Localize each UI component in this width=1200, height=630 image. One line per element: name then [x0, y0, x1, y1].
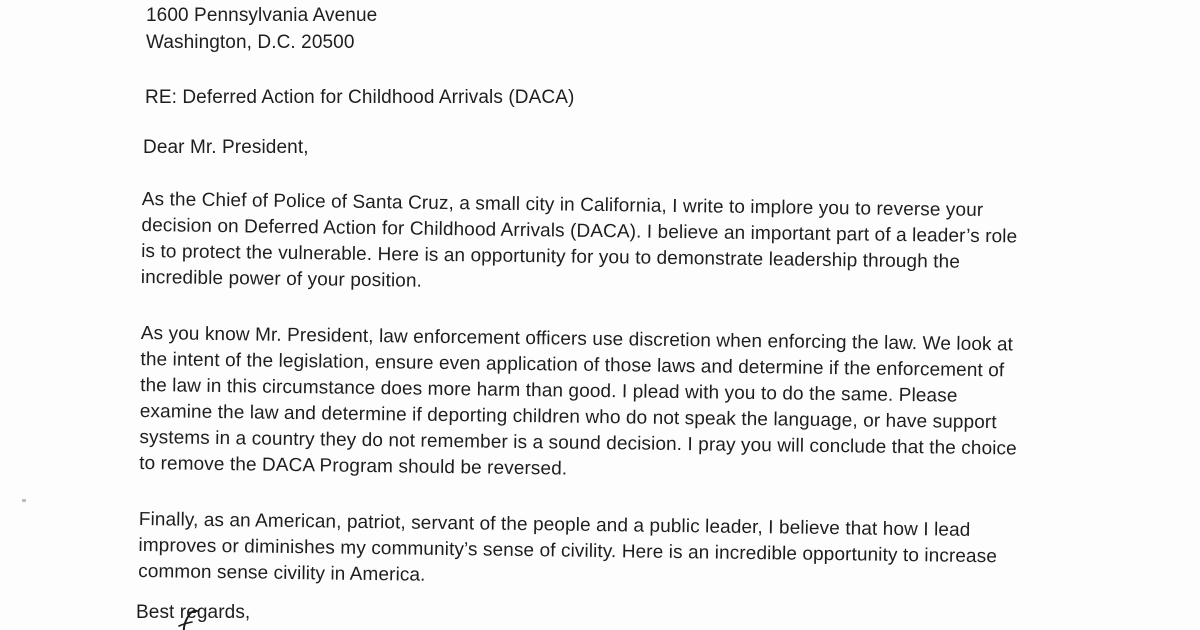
address-line-1: 1600 Pennsylvania Avenue	[146, 5, 378, 26]
paragraph-line: examine the law and determine if deporting children who do not speak the language, or have support	[139, 400, 997, 434]
paragraph-2	[139, 322, 1018, 489]
subject-line: RE: Deferred Action for Childhood Arrivals (DACA)	[145, 87, 575, 108]
paragraph-line: systems in a country they do not remember is a sound decision. I pray you will conclude that the choice	[139, 426, 1017, 460]
paragraph-line: Finally, as an American, patriot, servant of the people and a public leader, I believe that how I lead	[138, 508, 971, 541]
paragraph-line: incredible power of your position.	[140, 266, 423, 292]
paragraph-line: the intent of the legislation, ensure even application of those laws and determine if the enforcement of	[140, 348, 1005, 382]
paragraph-1	[141, 188, 1018, 303]
scan-speck	[22, 499, 26, 502]
paragraph-line: the law in this circumstance does more harm than good. I plead with you to do the same. Please	[140, 374, 958, 407]
paragraph-line: As you know Mr. President, law enforcement officers use discretion when enforcing the law. We look at	[140, 322, 1014, 356]
address-line-2: Washington, D.C. 20500	[146, 32, 355, 53]
paragraph-3	[138, 508, 997, 597]
paragraph-line: As the Chief of Police of Santa Cruz, a small city in California, I write to implore you to reverse your	[141, 188, 984, 222]
paragraph-line: improves or diminishes my community’s sense of civility. Here is an incredible opportunity to increase	[138, 534, 998, 568]
paragraph-line: to remove the DACA Program should be reversed.	[139, 452, 568, 480]
paragraph-line: is to protect the vulnerable. Here is an opportunity for you to demonstrate leadership through the	[141, 240, 961, 273]
paragraph-line: common sense civility in America.	[138, 560, 426, 586]
salutation: Dear Mr. President,	[143, 137, 309, 158]
closing: Best regards,	[136, 602, 251, 623]
paragraph-line: decision on Deferred Action for Childhood Arrivals (DACA). I believe an important part of a leader’s role	[141, 214, 1018, 248]
signature-stroke-icon	[170, 606, 200, 630]
